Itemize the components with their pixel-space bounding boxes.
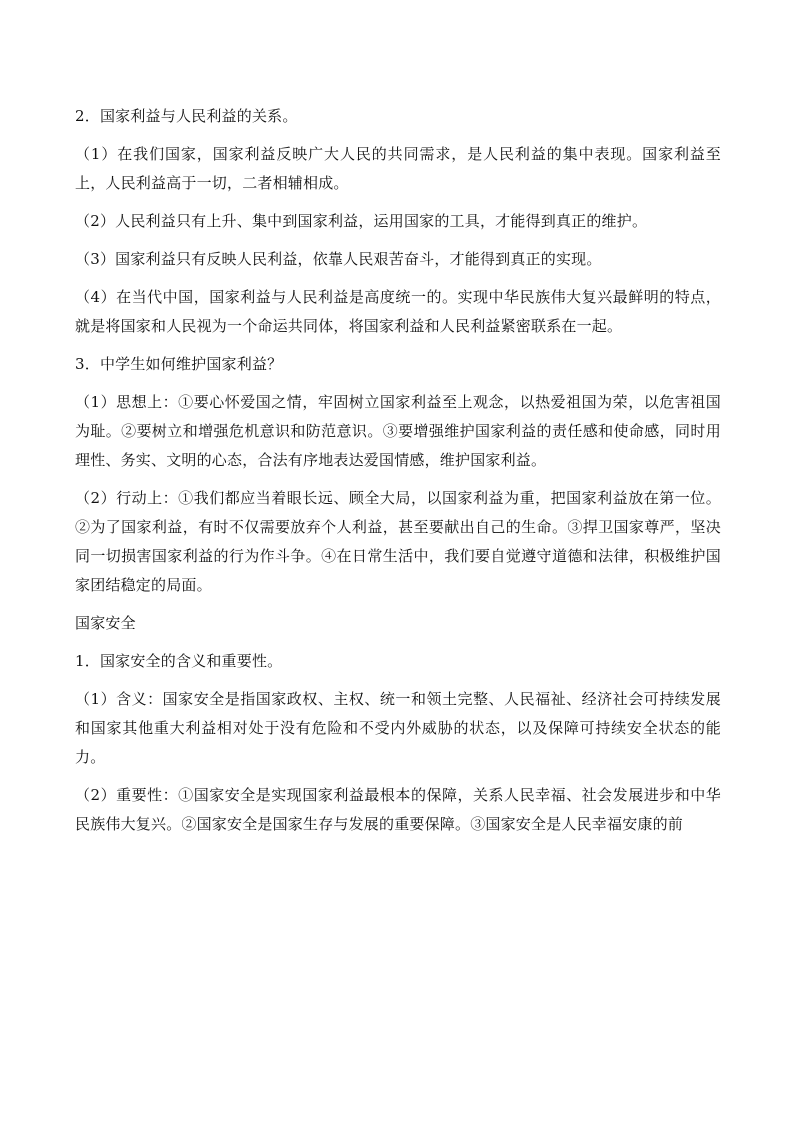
paragraph: （1）思想上：①要心怀爱国之情，牢固树立国家利益至上观念，以热爱祖国为荣，以危害祖国为耻。②要树立和增强危机意识和防范意识。③要增强维护国家利益的责任感和使命感，同时用理性、务实、文明的心态，合法有序地表达爱国情感，维护国家利益。 xyxy=(75,393,721,469)
section-heading-security-meaning: 1．国家安全的含义和重要性。 xyxy=(75,652,283,670)
paragraph: （4）在当代中国，国家利益与人民利益是高度统一的。实现中华民族伟大复兴最鲜明的特点，就是将国家和人民视为一个命运共同体，将国家利益和人民利益紧密联系在一起。 xyxy=(75,288,721,335)
section-title-national-security: 国家安全 xyxy=(75,614,136,632)
paragraph: （2）重要性：①国家安全是实现国家利益最根本的保障，关系人民幸福、社会发展进步和中华民族伟大复兴。②国家安全是国家生存与发展的重要保障。③国家安全是人民幸福安康的前 xyxy=(75,786,721,833)
paragraph: （3）国家利益只有反映人民利益，依靠人民艰苦奋斗，才能得到真正的实现。 xyxy=(75,250,602,268)
paragraph: （2）人民利益只有上升、集中到国家利益，运用国家的工具，才能得到真正的维护。 xyxy=(75,212,648,230)
section-heading-relation: 2．国家利益与人民利益的关系。 xyxy=(75,107,298,125)
document-body xyxy=(75,102,721,848)
paragraph: （1）含义：国家安全是指国家政权、主权、统一和领土完整、人民福祉、经济社会可持续发展和国家其他重大利益相对处于没有危险和不受内外威胁的状态，以及保障可持续安全状态的能力。 xyxy=(75,690,721,766)
paragraph: （2）行动上：①我们都应当着眼长远、顾全大局，以国家利益为重，把国家利益放在第一位。②为了国家利益，有时不仅需要放弃个人利益，甚至要献出自己的生命。③捍卫国家尊严，坚决同一切损害国家利益的行为作斗争。④在日常生活中，我们要自觉遵守道德和法律，积极维护国家团结稳定的局面。 xyxy=(75,489,721,594)
section-heading-students: 3．中学生如何维护国家利益？ xyxy=(75,355,283,373)
paragraph: （1）在我们国家，国家利益反映广大人民的共同需求，是人民利益的集中表现。国家利益至上，人民利益高于一切，二者相辅相成。 xyxy=(75,145,721,192)
